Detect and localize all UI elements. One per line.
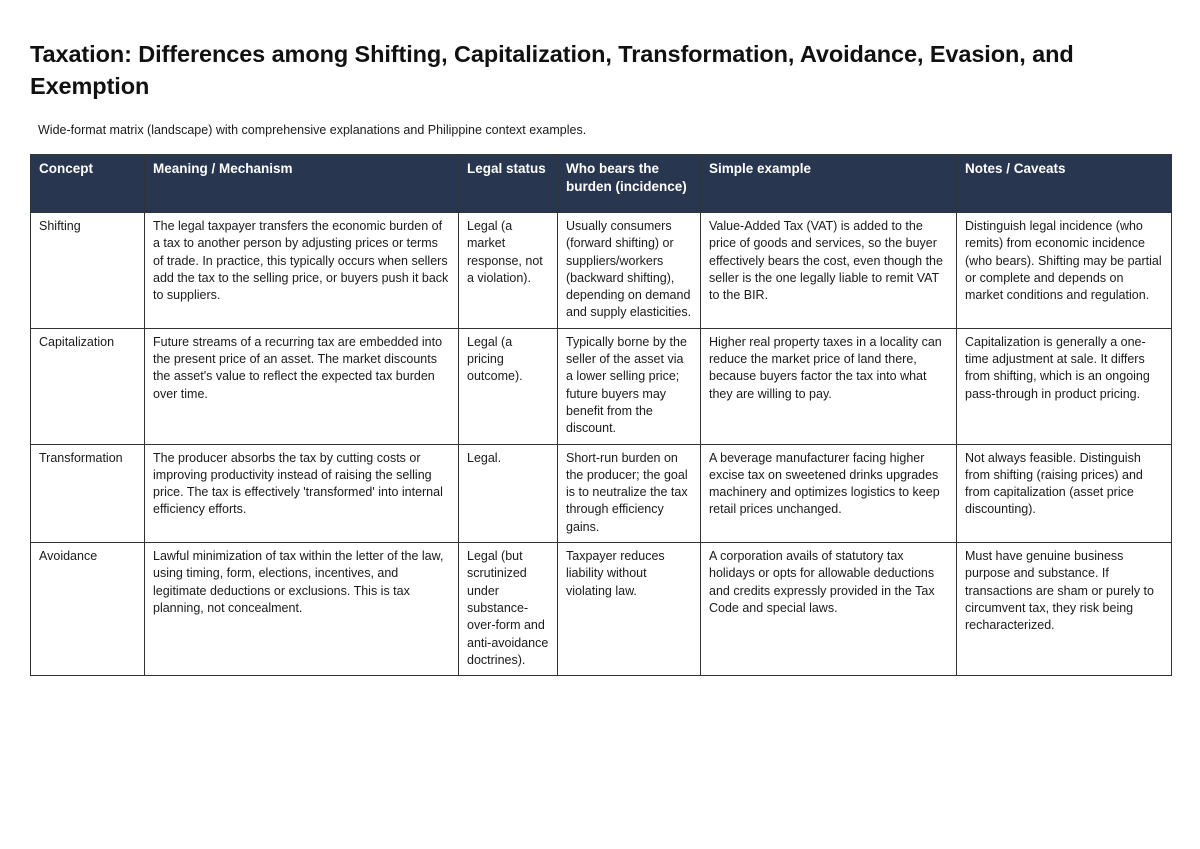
cell-burden: Usually consumers (forward shifting) or suppliers/workers (backward shifting), depending on demand and supply elasticities. bbox=[558, 213, 701, 329]
cell-meaning: Future streams of a recurring tax are embedded into the present price of an asset. The market discounts the asset's value to reflect the expected tax burden over time. bbox=[145, 328, 459, 444]
cell-example: Higher real property taxes in a locality can reduce the market price of land there, because buyers factor the tax into what they are willing to pay. bbox=[701, 328, 957, 444]
cell-example: A beverage manufacturer facing higher excise tax on sweetened drinks upgrades machinery and optimizes logistics to keep retail prices unchanged. bbox=[701, 444, 957, 542]
cell-concept: Capitalization bbox=[31, 328, 145, 444]
table-row-capitalization bbox=[31, 328, 1172, 444]
cell-example: A corporation avails of statutory tax holidays or opts for allowable deductions and credits expressly provided in the Tax Code and special laws. bbox=[701, 543, 957, 676]
cell-legal-status: Legal (a market response, not a violation). bbox=[459, 213, 558, 329]
cell-notes: Distinguish legal incidence (who remits) from economic incidence (who bears). Shifting may be partial or complete and depends on market conditions and regulation. bbox=[957, 213, 1172, 329]
header-burden: Who bears the burden (incidence) bbox=[558, 155, 701, 213]
table-header-row bbox=[31, 155, 1172, 213]
cell-notes: Capitalization is generally a one-time adjustment at sale. It differs from shifting, which is an ongoing pass-through in product pricing. bbox=[957, 328, 1172, 444]
header-concept: Concept bbox=[31, 155, 145, 213]
header-example: Simple example bbox=[701, 155, 957, 213]
header-notes: Notes / Caveats bbox=[957, 155, 1172, 213]
document-title: Taxation: Differences among Shifting, Capitalization, Transformation, Avoidance, Evasion, and Exemption bbox=[30, 41, 1074, 99]
cell-concept: Shifting bbox=[31, 213, 145, 329]
cell-burden: Taxpayer reduces liability without violating law. bbox=[558, 543, 701, 676]
comparison-matrix-table bbox=[30, 154, 1172, 676]
table-row-transformation bbox=[31, 444, 1172, 542]
cell-meaning: The producer absorbs the tax by cutting costs or improving productivity instead of raising the selling price. The tax is effectively 'transformed' into internal efficiency efforts. bbox=[145, 444, 459, 542]
cell-example: Value-Added Tax (VAT) is added to the price of goods and services, so the buyer effectively bears the cost, even though the seller is the one legally liable to remit VAT to the BIR. bbox=[701, 213, 957, 329]
header-legal-status: Legal status bbox=[459, 155, 558, 213]
document-subtitle: Wide-format matrix (landscape) with comprehensive explanations and Philippine context examples. bbox=[38, 123, 587, 137]
table-row-shifting bbox=[31, 213, 1172, 329]
cell-legal-status: Legal (a pricing outcome). bbox=[459, 328, 558, 444]
cell-burden: Typically borne by the seller of the asset via a lower selling price; future buyers may benefit from the discount. bbox=[558, 328, 701, 444]
cell-notes: Must have genuine business purpose and substance. If transactions are sham or purely to circumvent tax, they risk being recharacterized. bbox=[957, 543, 1172, 676]
cell-concept: Transformation bbox=[31, 444, 145, 542]
cell-concept: Avoidance bbox=[31, 543, 145, 676]
cell-legal-status: Legal. bbox=[459, 444, 558, 542]
cell-legal-status: Legal (but scrutinized under substance-over-form and anti-avoidance doctrines). bbox=[459, 543, 558, 676]
header-meaning: Meaning / Mechanism bbox=[145, 155, 459, 213]
cell-burden: Short-run burden on the producer; the goal is to neutralize the tax through efficiency gains. bbox=[558, 444, 701, 542]
cell-meaning: The legal taxpayer transfers the economic burden of a tax to another person by adjusting prices or terms of trade. In practice, this typically occurs when sellers add the tax to the selling price, or buyers push it back to suppliers. bbox=[145, 213, 459, 329]
table-row-avoidance bbox=[31, 543, 1172, 676]
cell-notes: Not always feasible. Distinguish from shifting (raising prices) and from capitalization (asset price discounting). bbox=[957, 444, 1172, 542]
document-page bbox=[30, 38, 1172, 667]
cell-meaning: Lawful minimization of tax within the letter of the law, using timing, form, elections, incentives, and legitimate deductions or exclusions. This is tax planning, not concealment. bbox=[145, 543, 459, 676]
